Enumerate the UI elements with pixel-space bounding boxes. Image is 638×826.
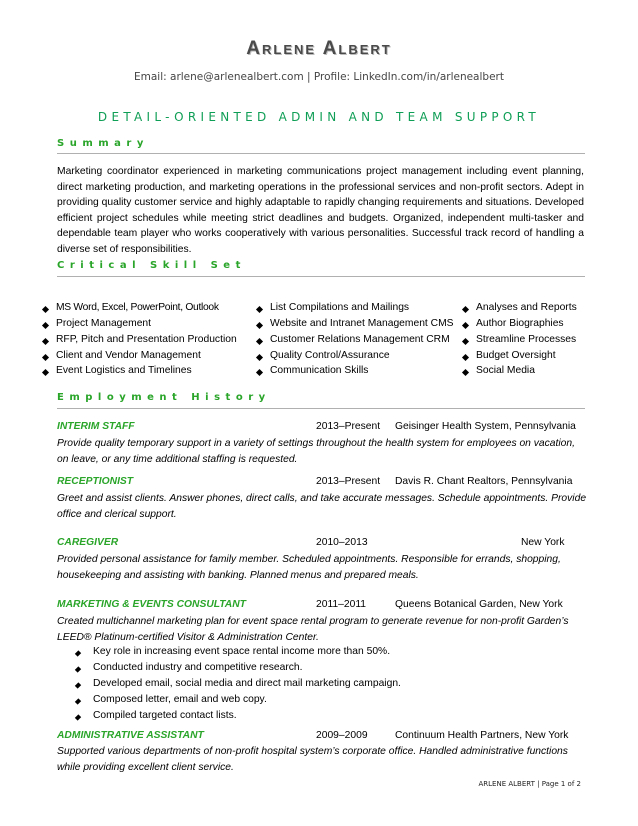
job-bullet: Conducted industry and competitive research.: [93, 662, 302, 673]
job-dates: 2013–Present: [316, 476, 381, 487]
bullet-icon: [256, 338, 263, 345]
bullet-icon: [256, 369, 263, 376]
job-title: INTERIM STAFF: [57, 421, 135, 432]
job-title: CAREGIVER: [57, 537, 119, 548]
job-description: Created multichannel marketing plan for event space rental program to generate revenue for non-profit Garden’s LEED® Platinum-certified Visitor & Administration Center.: [57, 616, 569, 643]
skills-divider: [57, 276, 585, 277]
skill-item: Customer Relations Management CRM: [270, 334, 450, 345]
skill-item: Analyses and Reports: [476, 302, 577, 313]
bullet-icon: [256, 322, 263, 329]
skill-item: Streamline Processes: [476, 334, 576, 345]
contact-line: Email: arlene@arlenealbert.com | Profile: LinkedIn.com/in/arlenealbert: [134, 71, 504, 83]
bullet-icon: [75, 682, 81, 688]
skill-item: Communication Skills: [270, 365, 368, 376]
job-title: MARKETING & EVENTS CONSULTANT: [57, 599, 246, 610]
employment-heading: Employment History: [57, 392, 271, 403]
candidate-name: Arlene Albert: [246, 38, 392, 59]
employment-divider: [57, 408, 585, 409]
skill-item: Client and Vendor Management: [56, 350, 201, 361]
bullet-icon: [75, 698, 81, 704]
bullet-icon: [256, 354, 263, 361]
skill-item: Budget Oversight: [476, 350, 556, 361]
job-bullet: Key role in increasing event space rental income more than 50%.: [93, 646, 390, 657]
job-employer: Queens Botanical Garden, New York: [395, 599, 563, 610]
bullet-icon: [462, 369, 469, 376]
job-bullet: Composed letter, email and web copy.: [93, 694, 267, 705]
summary-divider: [57, 153, 585, 154]
job-employer: New York: [521, 537, 565, 548]
job-dates: 2009–2009: [316, 730, 368, 741]
summary-text: Marketing coordinator experienced in marketing communications project management including event planning, direct marketing production, and marketing operations in the professional services and non-profit sectors. Adept in providing quality customer service and highly adaptable to rapidly changing requirements and situations. Developed efficient project schedules while meeting strict deadlines and budgets. Organized, independent multi-tasker and dependable team player who works cooperatively with various personalities. Successful track record of handling a diverse set of responsibilities.: [57, 166, 584, 255]
job-title: ADMINISTRATIVE ASSISTANT: [57, 730, 204, 741]
page-footer: ARLENE ALBERT | Page 1 of 2: [478, 780, 581, 788]
bullet-icon: [256, 306, 263, 313]
bullet-icon: [75, 714, 81, 720]
bullet-icon: [42, 354, 49, 361]
skills-heading: Critical Skill Set: [57, 260, 246, 271]
bullet-icon: [462, 354, 469, 361]
job-bullet: Developed email, social media and direct mail marketing campaign.: [93, 678, 401, 689]
job-employer: Geisinger Health System, Pennsylvania: [395, 421, 576, 432]
job-dates: 2013–Present: [316, 421, 381, 432]
job-title: RECEPTIONIST: [57, 476, 134, 487]
bullet-icon: [42, 306, 49, 313]
job-description: Supported various departments of non-profit hospital system’s corporate office. Handled administrative functions while providing excellent client service.: [57, 746, 568, 773]
skill-item: Website and Intranet Management CMS: [270, 318, 454, 329]
bullet-icon: [42, 338, 49, 345]
skill-item: Quality Control/Assurance: [270, 350, 390, 361]
bullet-icon: [462, 306, 469, 313]
bullet-icon: [42, 322, 49, 329]
skill-item: Project Management: [56, 318, 151, 329]
job-employer: Continuum Health Partners, New York: [395, 730, 569, 741]
skill-item: List Compilations and Mailings: [270, 302, 409, 313]
job-bullet: Compiled targeted contact lists.: [93, 710, 237, 721]
skill-item: Author Biographies: [476, 318, 564, 329]
job-dates: 2010–2013: [316, 537, 368, 548]
skill-item: RFP, Pitch and Presentation Production: [56, 334, 237, 345]
skill-item: Event Logistics and Timelines: [56, 365, 192, 376]
job-employer: Davis R. Chant Realtors, Pennsylvania: [395, 476, 573, 487]
skill-item: Social Media: [476, 365, 535, 376]
skill-item: MS Word, Excel, PowerPoint, Outlook: [56, 302, 219, 313]
bullet-icon: [75, 650, 81, 656]
job-description: Greet and assist clients. Answer phones, direct calls, and take accurate messages. Schedule appointments. Provide office and clerical support.: [57, 493, 587, 520]
headline: DETAIL-ORIENTED ADMIN AND TEAM SUPPORT: [97, 110, 541, 124]
summary-heading: Summary: [57, 138, 149, 149]
bullet-icon: [75, 666, 81, 672]
bullet-icon: [462, 322, 469, 329]
job-description: Provided personal assistance for family member. Scheduled appointments. Responsible for errands, shopping, housekeeping and assisting with banking. Planned menus and prepared meals.: [57, 554, 561, 581]
job-description: Provide quality temporary support in a variety of settings throughout the health system for employees on vacation, on leave, or any time additional staffing is requested.: [57, 438, 575, 465]
bullet-icon: [462, 338, 469, 345]
job-dates: 2011–2011: [316, 599, 367, 610]
bullet-icon: [42, 369, 49, 376]
